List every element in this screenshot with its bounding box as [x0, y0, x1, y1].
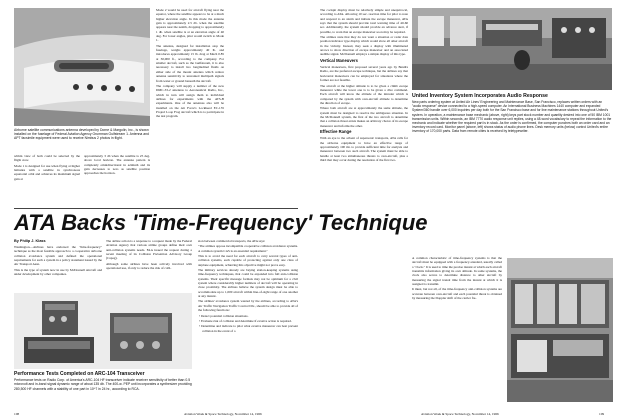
transceiver-photo [14, 293, 192, 369]
control-room-illustration [412, 8, 612, 90]
photo-heading: United Inventory System Incorporates Audio Response [412, 93, 548, 99]
bullet-text: Evaluate risk of collision and determine if evasive action is required. [200, 318, 292, 323]
paragraph: The antenna, designed for installation atop the fuselage, weighs approximately 40 lb. and introduces approximately 15 lb. drag at Mach 0.85 at 30,000 ft., according to the company. For smaller aircraft, such as the Gulfstream, it is also necessary to install two longitudinal fluids on either side of the mount antenna which reduce antenna sensitivity to unwanted multipath signals from water or ground beneath the aircraft. [156, 43, 224, 83]
page-footer: Aviation Week & Space Technology, November 14, 1966 [421, 412, 499, 416]
paragraph: The aircraft at the higher altitude is to be given a climb escape maneuver while the lower one is to be given a dive command. Each aircraft will know the altitude of the intruder which is compared by the system with own-aircraft altitude to determine the direction of escape. [320, 83, 408, 105]
paragraph: This is the type of system now in use by McDonnell Aircraft and under development by other companies. [14, 267, 102, 277]
bullet-text: Detect potential collision situations. [200, 313, 249, 318]
computer-room-illustration [507, 258, 613, 402]
paragraph: It must, but not all, of the time-frequency anti-collision systems are accurate between own-aircraft and each potential threat is obtained by measuring the Doppler shift of the carrier fre- [412, 287, 502, 301]
paragraph: The company will supply a number of the new DMC-33-2 antennas to Aeronautical Radio, Inc., which in turn will assign them to individual airlines for experiments with the ATS-B experiments. One of the antennas also will be installed on the Air Force's Lockheed EC-135 Project Loop Frog aircraft which is to participate in the test program. [156, 83, 224, 119]
bullet-item: • Detect potential collision situations. [199, 313, 249, 318]
right-col-2 [412, 256, 502, 408]
paragraph: sion between commercial transports, the ATA says: [198, 239, 266, 243]
paragraph: The airline action is a response to a request made by the Federal Aviation Agency that various airline groups define their own anti-collision systems needs. FAA issued the request during a recent meeting of its Collision Prevention Advisory Group (Capag). [106, 239, 192, 261]
paragraph: Vertical maneuvers, first proposed several years ago by Bendix Radio, are the preferred escape technique, but the airlines say that horizontal maneuvers can be employed for situations where the former are not feasible. [320, 65, 408, 83]
bullet-item: • Determine and indicate to pilot what evasive maneuver can best prevent collision in the event of a [199, 324, 298, 333]
paragraph: within view of both could be selected by the flight crew. [14, 154, 80, 163]
bottom-photo-caption: Performance tests on Radio Corp. of America's ARC-104 HF transceiver indicate receiver sensitivity of better than 0.5 microvolt and in-band signal dynamic range of about 135 db. The 400-w. PEP unit incorporates a synthesizer providing 280,500 HF channels with a stability of one part in 10^7 in 24 hr., according to RCA. [14, 378, 192, 391]
page-number: 109 [599, 412, 605, 416]
top-photo-caption: Airborne satellite communications antenna developed by Dorne & Margolin, Inc., is shown installed on the fuselage of Federal Aviation Agency Grumman Gulfstream 1. Antenna and APT facsimile equipment were used to receive Nimbus 2 photos in flight. [14, 128, 149, 141]
paragraph: Mode 2 would be used for aircraft flying near the equator, where the satellite appears to be at a much higher elevation angle. In this mode the antenna gain is approximately 2.5 db. when the satellite appears near the zenith, dropping to approximately 1 db. when satellite is at an elevation angle of 40 deg. For lower angles, pilot would switch to Mode 1. [156, 8, 224, 43]
section-heading: Vertical Maneuvers [320, 57, 358, 63]
bullet-text: Determine and indicate to pilot what evasive maneuver can best prevent collision in the event of a [201, 324, 298, 333]
paragraph: Although some airlines have been actively involved with operational use, if only to reduce the risk of colli- [106, 261, 192, 271]
paragraph: approximately 3 db when the satellite is 25 deg. above local horizon. The antenna pattern is completely omnidirectional in azimuth and its gain decreases to zero as satellite position approaches the horizon. [84, 154, 150, 176]
right-page [311, 0, 622, 420]
paragraph: The airlines' avoidance system wanted by the airlines, according to ATA's Air Traffic Navigation Traffic Control Div., should be able to provide all of the following functions: [198, 299, 298, 313]
left-col-c [84, 154, 150, 209]
article-headline: ATA Backs 'Time-Frequency' Technique [14, 210, 428, 235]
bottom-photo-heading: Performance Tests Completed on ARC-104 Transceiver [14, 371, 145, 377]
left-col-b [156, 8, 224, 204]
byline: By Philip J. Klass [14, 239, 46, 243]
control-room-photo [412, 8, 612, 90]
body-col-2 [106, 239, 192, 289]
paragraph: The airlines state that they do not want a situation or radar data position indicator type display which would show all other aircraft in the vicinity. Instead, they seek a display with illuminated arrows to show direction of escape maneuver and an associated audible signal. McDonnell employs a simple display of this type. [320, 35, 408, 57]
bullet-item: • Evaluate risk of collision and determine if evasive action is required. [199, 318, 292, 323]
body-col-1 [14, 245, 102, 289]
photo-caption: New parts ordering system at United Air Lines' Engineering and Maintenance Base, San Francisco, replaces written orders with an "audio response" device connected to a high-speed computer. An International Business Machines 1440 computer and expanded System/360 handle over 6,000 inquiries per day both for the San Francisco base and for line maintenance stations throughout United's system. In operation, a maintenance base mechanic (above, right) keys part stock number and quantity desired into one of 50 IBM 1001 transmission units. Within seconds, an IBM 7770 audio response unit replies, using a 48-word vocabulary to repeat the information to the mechanic and indicate whether the required part is in stock. As the order is confirmed, the computer punches both an order card and an inventory record card. Monitor panel (above, left) shows status of audio phone lines. Desk memory units (below) control United's entire inventory of 170,000 parts. Data from remote cities is received by teletypewriter. [412, 100, 612, 134]
paragraph: Washington—Airlines have endorsed the "time-frequency" technique as the most feasible approach to a cooperative airborne collision avoidance system and defined the operational requirements for such a system in a policy statement issued by the Air Transport Assn. [14, 245, 102, 267]
page-footer: Aviation Week & Space Technology, November 14, 1966 [184, 412, 262, 416]
headline-rule [14, 208, 298, 209]
aircraft-illustration [14, 8, 150, 126]
paragraph: The military services already are buying station-keeping systems using time-frequency techniques, that could be expanded into full anti-collision systems. Their specific message formats may not be optimum for a civil system where considerably higher numbers of aircraft will be operating in close proximity. The airlines believe the system design must be able to accommodate up to 1,000 aircraft within line-of-sight range of one another at any instant. [198, 268, 298, 299]
computer-room-photo [507, 258, 613, 402]
left-col-a [14, 154, 80, 209]
paragraph: This is to avoid the need for each aircraft to carry several types of anti-collision systems, each capable of protecting against only one class of airplane equipment, achieving this objective might not prove easy. [198, 254, 298, 267]
section-heading: Effective Range [320, 128, 352, 134]
paragraph: With an eye to the advent of supersonic transports, ATA calls for the airborne equipment to have an effective range of approximately 100 mi. to provide sufficient time for analysis and maneuver between two such aircraft. The system must be able to handle at least two simultaneous threats to own-aircraft, plus a third that may occur during the resolution of the first two. [320, 136, 408, 162]
transceiver-illustration [14, 293, 192, 369]
paragraph: "The airlines oppose incompatible cooperative collision avoidance systems. A common system CAS is an essential requirement." [198, 244, 298, 253]
right-col-1 [320, 8, 408, 408]
body-col-3 [198, 239, 298, 411]
page-number: 108 [14, 412, 20, 416]
aircraft-antenna-photo [14, 8, 150, 126]
paragraph: The cockpit display must be relatively simple and unequivocal, according to ATA. Allowing 10 sec. reaction time for pilot to note and respond to an alarm and initiate the escape maneuver, ATA says that the system should provide total warning time of 40-60 sec. Additionally, the system should provide an advance alert, if possible, to warn that an escape maneuver soon may be required. [320, 8, 408, 34]
paragraph: A common characteristic of time-frequency systems is that the aircraft must be equipped with a frequency-standard, usually called a "clock." It is used to time the precise instant at which each aircraft transmits information giving its own altitude. In some systems, the clock also serves to determine distance to other aircraft by measuring the signal transit time from the instant at which it is assigned to transmit. [412, 256, 502, 287]
paragraph: Mode 1 is designed for use when flying at higher latitudes with a satellite in synchronous equatorial orbit and achieves its maximum signal gain at [14, 163, 80, 181]
paragraph: Where both aircraft are at approximately the same altitude, the system must be designed to resolve the ambiguous situation. In the McDonnell system, the first of the two aircraft to determine that a collision threat exists makes an arbitrary choice of its escape maneuver and informs the other. [320, 106, 408, 128]
